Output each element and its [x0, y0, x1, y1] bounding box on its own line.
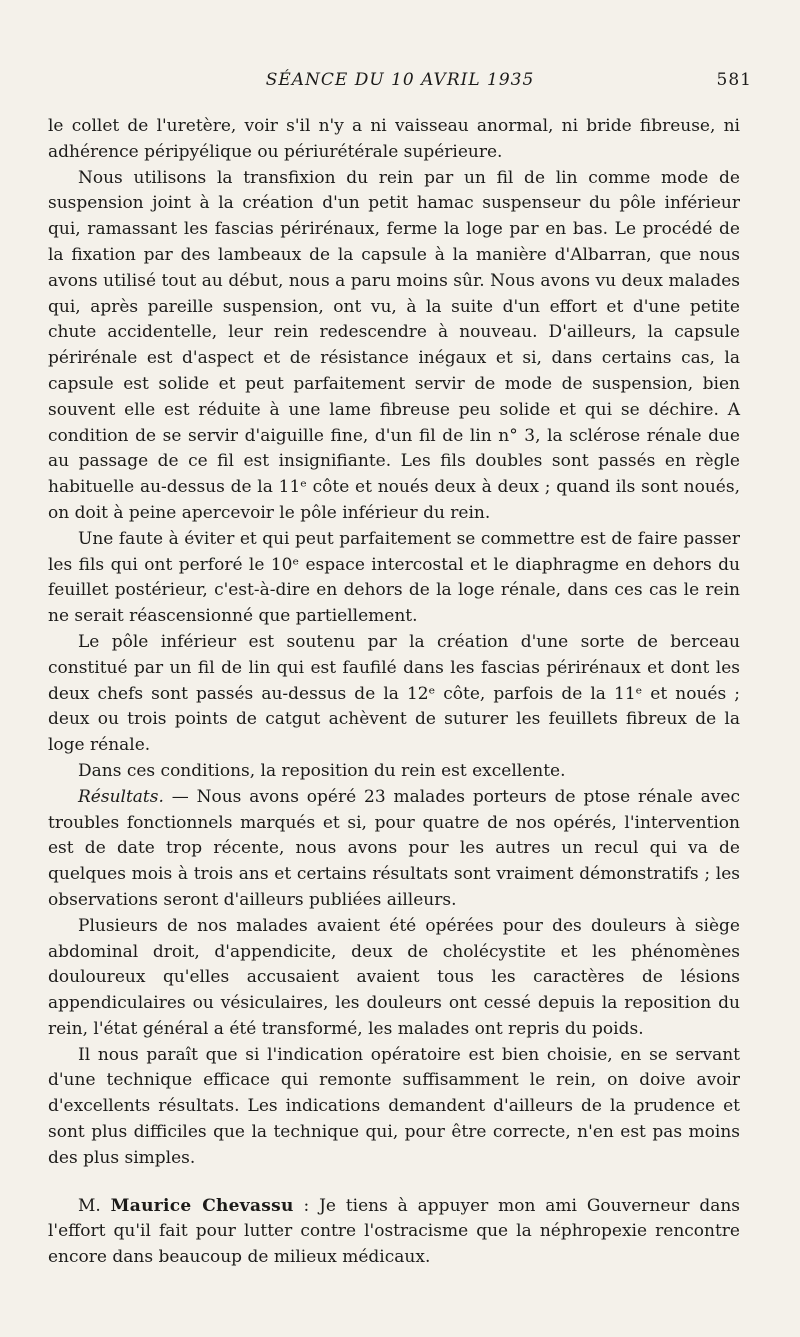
paragraph-technique: Nous utilisons la transfixion du rein par un fil de lin comme mode de suspension joint à la création d'un petit hamac suspenseur du pôle inférieur qui, ramassant les fascias périrénaux, ferme la loge par en bas. Le procédé de la fixation par des lambeaux de la capsule à la manière d'Albarran, que nous avons utilisé tout au début, nous a paru moins sûr. Nous avons vu deux malades qui, après pareille suspension, ont vu, à la suite d'un effort et d'une petite chute accidentelle, leur rein redescendre à nouveau. D'ailleurs, la capsule périrénale est d'aspect et de résistance inégaux et si, dans certains cas, la capsule est solide et peut parfaitement servir de mode de suspension, bien souvent elle est réduite à une lame fibreuse peu solide et qui se déchire. A condition de se servir d'aiguille fine, d'un fil de lin n° 3, la sclérose rénale due au passage de ce fil est insignifiante. Les fils doubles sont passés en règle habituelle au-dessus de la 11ᵉ côte et noués deux à deux ; quand ils sont noués, on doit à peine apercevoir le pôle inférieur du rein. — [48, 167, 740, 523]
discussion-speaker: Maurice Chevassu — [110, 1195, 294, 1216]
paragraph-lower-pole: Le pôle inférieur est soutenu par la création d'une sorte de berceau constitué par un fil de lin qui est faufilé dans les fascias périrénaux et dont les deux chefs sont passés au-dessus de la 12ᵉ côte, parfois de la 11ᵉ et noués ; deux ou trois points de catgut achèvent de suturer les feuillets fibreux de la loge rénale. — [48, 631, 740, 756]
results-label: Résultats. — [78, 786, 164, 807]
body-text — [48, 114, 740, 1271]
paragraph-continuation: le collet de l'uretère, voir s'il n'y a ni vaisseau anormal, ni bride fibreuse, ni adhérence péripyélique ou périurétérale supérieure. — [48, 116, 740, 162]
results-text: — Nous avons opéré 23 malades porteurs de ptose rénale avec troubles fonctionnels marqués et si, pour quatre de nos opérés, l'intervention est de date trop récente, nous avons pour les autres un recul qui va de quelques mois à trois ans et certains résultats sont vraiment démonstratifs ; les observations seront d'ailleurs publiées ailleurs. — [48, 786, 740, 910]
paragraph-patients: Plusieurs de nos malades avaient été opérées pour des douleurs à siège abdominal droit, d'appendicite, deux de cholécystite et les phénomènes douloureux qu'elles accusaient avaient tous les caractères de lésions appendiculaires ou vésiculaires, les douleurs ont cessé depuis la reposition du rein, l'état général a été transformé, les malades ont repris du poids. — [48, 915, 740, 1039]
paragraph-conclusion: Il nous paraît que si l'indication opératoire est bien choisie, en se servant d'une technique efficace qui remonte suffisamment le rein, on doive avoir d'excellents résultats. Les indications demandent d'ailleurs de la prudence et sont plus difficiles que la technique qui, pour être correcte, n'en est pas moins des plus simples. — [48, 1044, 740, 1168]
discussion-prefix: M. — [78, 1195, 111, 1216]
paragraph-results — [48, 785, 740, 914]
section-gap — [48, 1172, 740, 1194]
page-header — [48, 70, 752, 96]
running-head: SÉANCE DU 10 AVRIL 1935 — [265, 70, 535, 90]
paragraph-discussion — [48, 1194, 740, 1271]
paragraph-fault: Une faute à éviter et qui peut parfaitement se commettre est de faire passer les fils qui ont perforé le 10ᵉ espace intercostal et le diaphragme en dehors du feuillet postérieur, c'est-à-dire en dehors de la loge rénale, dans ces cas le rein ne serait réascensionné que partiellement. — [48, 528, 740, 627]
discussion-text: : Je tiens à appuyer mon ami Gouverneur dans l'effort qu'il fait pour lutter contre l'ostracisme que la néphropexie rencontre encore dans beaucoup de milieux médicaux. — [48, 1195, 741, 1268]
page-number: 581 — [716, 70, 752, 90]
paragraph-reposition: Dans ces conditions, la reposition du rein est excellente. — [78, 760, 566, 781]
